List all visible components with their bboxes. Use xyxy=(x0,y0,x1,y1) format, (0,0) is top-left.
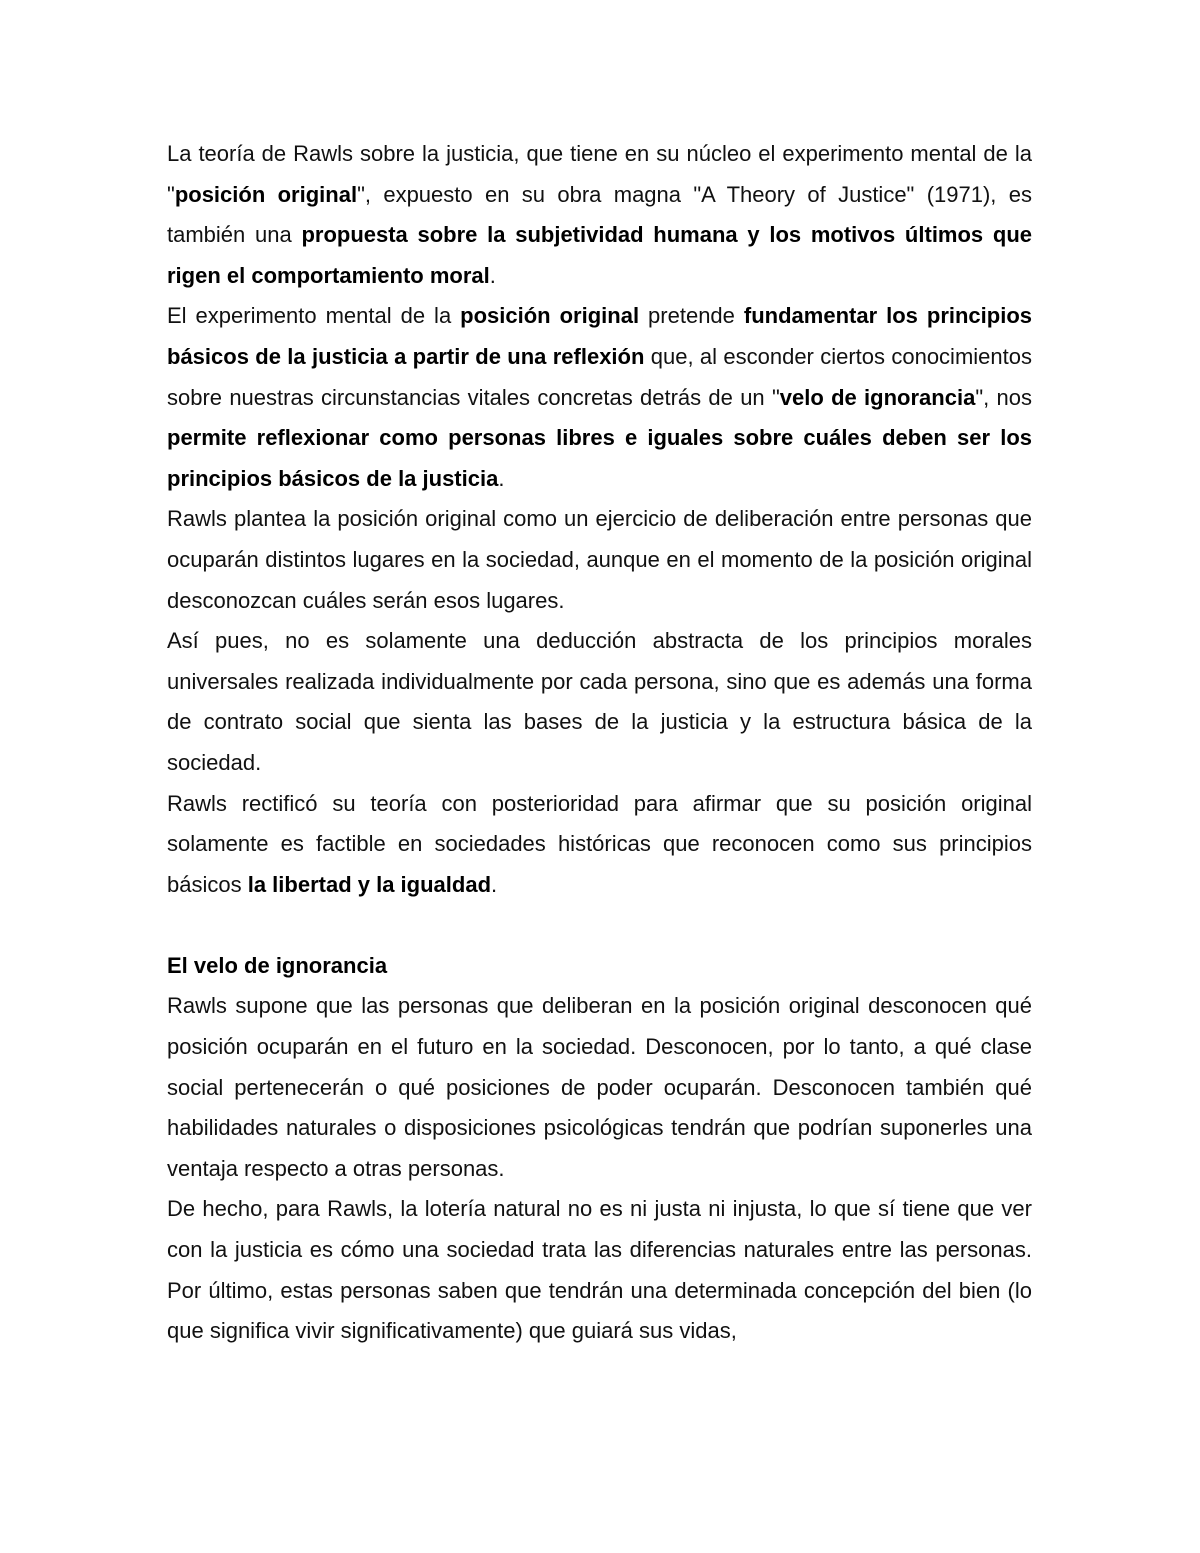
text-segment: . xyxy=(489,262,496,288)
section-paragraph-1 xyxy=(167,986,1032,1189)
text-segment: La teoría de Rawls sobre la justicia, que tiene en su núcleo el experimento mental de la " xyxy=(167,141,1032,207)
document-body xyxy=(167,134,1032,1352)
text-segment: . xyxy=(491,871,498,897)
bold-segment: la libertad y la igualdad xyxy=(247,871,492,897)
text-segment: pretende xyxy=(639,303,744,329)
bold-segment: posición original xyxy=(460,303,640,329)
bold-segment: permite reflexionar como personas libres e iguales sobre cuáles deben ser los principios básicos de la justicia xyxy=(167,425,1032,491)
text-segment: ", expuesto en su obra magna "A Theory of Justice" (1971), es también una xyxy=(167,181,1032,248)
text-segment: que, al esconder ciertos conocimientos sobre nuestras circunstancias vitales concretas detrás de un " xyxy=(167,343,1032,410)
bold-segment: propuesta sobre la subjetividad humana y los motivos últimos que rigen el comportamiento moral xyxy=(167,222,1033,288)
text-segment: Rawls supone que las personas que deliberan en la posición original desconocen qué posición ocuparán en el futuro en la sociedad. Desconocen, por lo tanto, a qué clase social pertenecerán o qué posiciones de poder ocuparán. Desconocen también qué habilidades naturales o disposiciones psicológicas tendrán que podrían suponerles una ventaja respecto a otras personas. xyxy=(167,993,1032,1181)
text-segment: El experimento mental de la xyxy=(167,303,461,329)
text-segment: ", nos xyxy=(975,384,1032,410)
paragraph-2 xyxy=(167,296,1032,499)
bold-segment: posición original xyxy=(174,181,358,207)
text-segment: . xyxy=(498,465,505,491)
paragraph-3 xyxy=(167,499,1032,621)
section-paragraph-2 xyxy=(167,1189,1032,1351)
paragraph-4 xyxy=(167,621,1032,783)
paragraph-1 xyxy=(167,134,1032,296)
text-segment: Rawls rectificó su teoría con posterioridad para afirmar que su posición original solamente es factible en sociedades históricas que reconocen como sus principios básicos xyxy=(167,790,1032,897)
paragraph-5 xyxy=(167,784,1032,906)
text-segment: Rawls plantea la posición original como un ejercicio de deliberación entre personas que ocuparán distintos lugares en la sociedad, aunque en el momento de la posición original desconozcan cuáles serán esos lugares. xyxy=(167,506,1032,613)
bold-segment: velo de ignorancia xyxy=(779,384,976,410)
blank-line xyxy=(167,905,1032,946)
text-segment: De hecho, para Rawls, la lotería natural no es ni justa ni injusta, lo que sí tiene que ver con la justicia es cómo una sociedad trata las diferencias naturales entre las personas. Por último, estas personas saben que tendrán una determinada concepción del bien (lo que significa vivir significativamente) que guiará sus vidas, xyxy=(167,1196,1032,1344)
section-heading: El velo de ignorancia xyxy=(167,952,388,978)
bold-segment: fundamentar los principios básicos de la justicia a partir de una reflexión xyxy=(167,303,1033,369)
text-segment: Así pues, no es solamente una deducción abstracta de los principios morales universales realizada individualmente por cada persona, sino que es además una forma de contrato social que sienta las bases de la justicia y la estructura básica de la sociedad. xyxy=(167,628,1032,775)
